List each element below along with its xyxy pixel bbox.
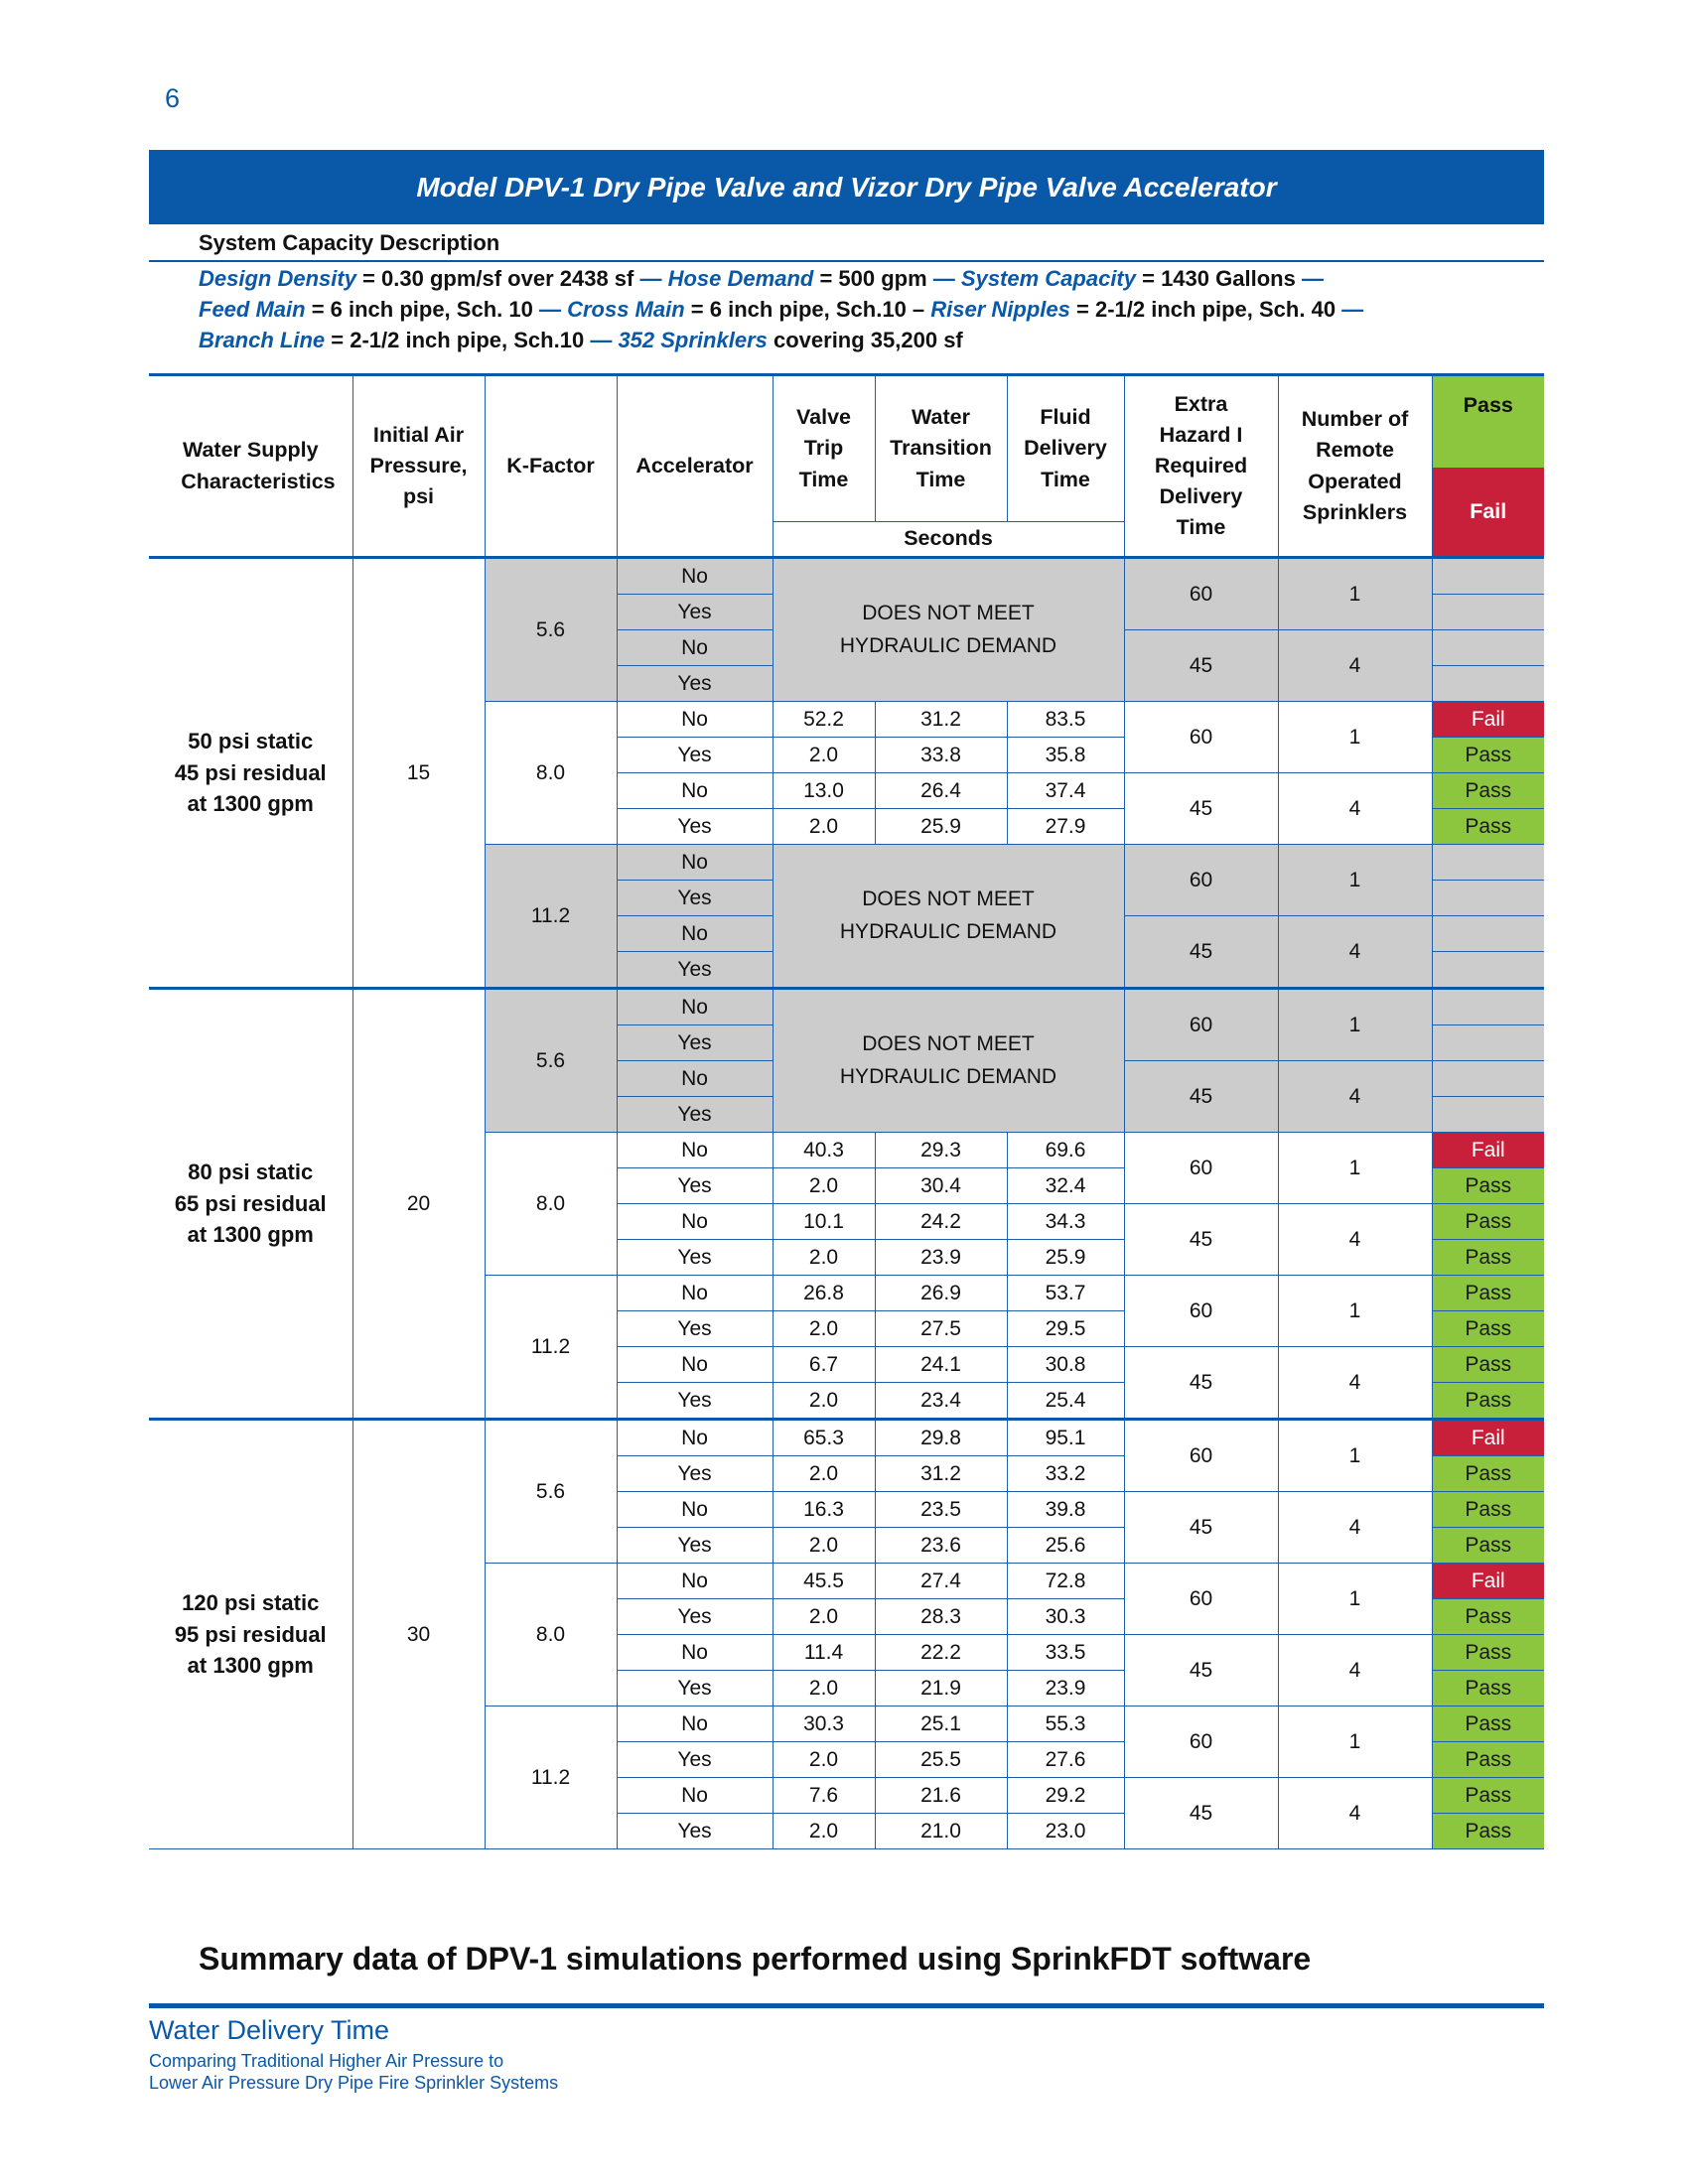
required-delivery-cell: 45 [1124,916,1278,989]
fluid-delivery-cell: 34.3 [1007,1204,1124,1240]
result-cell [1432,1025,1544,1061]
accelerator-cell: No [617,1061,773,1097]
does-not-meet-cell [773,558,1124,702]
accelerator-cell: Yes [617,1456,773,1492]
fluid-delivery-cell: 53.7 [1007,1276,1124,1311]
required-delivery-cell: 45 [1124,1347,1278,1420]
required-delivery-cell: 45 [1124,1635,1278,1706]
fluid-delivery-cell: 25.4 [1007,1383,1124,1420]
description-key: Design Density [199,266,356,291]
water-transition-cell: 26.9 [875,1276,1007,1311]
header-fluid-delivery: Fluid Delivery Time [1007,375,1124,522]
accelerator-cell: No [617,1706,773,1742]
fluid-delivery-cell: 95.1 [1007,1420,1124,1456]
accelerator-cell: Yes [617,1814,773,1849]
required-delivery-cell: 60 [1124,1564,1278,1635]
description-separator: — [538,297,568,322]
valve-trip-cell: 10.1 [773,1204,875,1240]
fluid-delivery-cell: 29.5 [1007,1311,1124,1347]
accelerator-cell: No [617,1347,773,1383]
remote-sprinklers-cell: 1 [1278,1564,1432,1635]
summary-caption: Summary data of DPV-1 simulations performed using SprinkFDT software [199,1941,1312,1977]
water-supply-cell [149,558,352,989]
valve-trip-cell: 30.3 [773,1706,875,1742]
water-transition-cell: 25.5 [875,1742,1007,1778]
description-separator: — [590,328,619,352]
required-delivery-cell: 45 [1124,1778,1278,1849]
accelerator-cell: No [617,1133,773,1168]
valve-trip-cell: 7.6 [773,1778,875,1814]
result-cell [1432,558,1544,595]
water-transition-cell: 25.1 [875,1706,1007,1742]
accelerator-cell: Yes [617,1168,773,1204]
water-transition-cell: 23.6 [875,1528,1007,1564]
water-transition-cell: 30.4 [875,1168,1007,1204]
k-factor-cell: 5.6 [485,1420,617,1564]
water-transition-cell: 29.3 [875,1133,1007,1168]
water-supply-cell [149,989,352,1420]
required-delivery-cell: 60 [1124,845,1278,916]
result-cell: Pass [1432,738,1544,773]
water-supply-line: at 1300 gpm [187,1653,314,1679]
fluid-delivery-cell: 27.9 [1007,809,1124,845]
result-cell [1432,630,1544,666]
result-cell: Pass [1432,809,1544,845]
description-key: Cross Main [567,297,685,322]
valve-trip-cell: 13.0 [773,773,875,809]
accelerator-cell: No [617,916,773,952]
result-cell: Pass [1432,1492,1544,1528]
valve-trip-cell: 52.2 [773,702,875,738]
description-key: Hose Demand [667,266,814,291]
required-delivery-cell: 45 [1124,773,1278,845]
description-line [199,328,963,353]
remote-sprinklers-cell: 4 [1278,1347,1432,1420]
accelerator-cell: No [617,558,773,595]
description-separator: — [1301,266,1324,291]
valve-trip-cell: 2.0 [773,1528,875,1564]
description-key: 352 Sprinklers [618,328,768,352]
results-table [149,373,1544,1849]
result-cell [1432,952,1544,989]
result-cell [1432,989,1544,1025]
result-cell: Fail [1432,702,1544,738]
result-cell [1432,1097,1544,1133]
water-transition-cell: 27.5 [875,1311,1007,1347]
k-factor-cell: 11.2 [485,1276,617,1420]
valve-trip-cell: 2.0 [773,1383,875,1420]
description-separator: — [932,266,961,291]
page-number: 6 [165,83,181,113]
accelerator-cell: Yes [617,1671,773,1706]
result-cell: Pass [1432,1742,1544,1778]
accelerator-cell: No [617,1635,773,1671]
does-not-meet-cell [773,989,1124,1133]
accelerator-cell: Yes [617,1742,773,1778]
accelerator-cell: No [617,1276,773,1311]
result-cell [1432,595,1544,630]
valve-trip-cell: 2.0 [773,738,875,773]
k-factor-cell: 8.0 [485,1564,617,1706]
table-row [149,989,1544,1025]
remote-sprinklers-cell: 4 [1278,916,1432,989]
footer-divider [149,2003,1544,2008]
valve-trip-cell: 2.0 [773,1456,875,1492]
valve-trip-cell: 11.4 [773,1635,875,1671]
fluid-delivery-cell: 69.6 [1007,1133,1124,1168]
fluid-delivery-cell: 83.5 [1007,702,1124,738]
result-cell [1432,916,1544,952]
water-transition-cell: 29.8 [875,1420,1007,1456]
k-factor-cell: 8.0 [485,702,617,845]
fluid-delivery-cell: 37.4 [1007,773,1124,809]
valve-trip-cell: 26.8 [773,1276,875,1311]
k-factor-cell: 5.6 [485,989,617,1133]
remote-sprinklers-cell: 4 [1278,1204,1432,1276]
accelerator-cell: Yes [617,1240,773,1276]
accelerator-cell: Yes [617,952,773,989]
description-line [199,266,1324,292]
accelerator-cell: No [617,1778,773,1814]
table-row [149,558,1544,595]
remote-sprinklers-cell: 4 [1278,1778,1432,1849]
header-extra-hazard: Extra Hazard I Required Delivery Time [1124,375,1278,558]
valve-trip-cell: 65.3 [773,1420,875,1456]
valve-trip-cell: 2.0 [773,1168,875,1204]
header-water-transition: Water Transition Time [875,375,1007,522]
description-key: Riser Nipples [930,297,1070,322]
remote-sprinklers-cell: 1 [1278,1420,1432,1492]
accelerator-cell: Yes [617,809,773,845]
description-separator: — [1341,297,1364,322]
fluid-delivery-cell: 27.6 [1007,1742,1124,1778]
accelerator-cell: Yes [617,1025,773,1061]
water-supply-line: 120 psi static [182,1589,320,1615]
water-transition-cell: 23.9 [875,1240,1007,1276]
result-cell: Pass [1432,1528,1544,1564]
water-transition-cell: 23.5 [875,1492,1007,1528]
does-not-meet-cell [773,845,1124,989]
remote-sprinklers-cell: 4 [1278,1061,1432,1133]
valve-trip-cell: 16.3 [773,1492,875,1528]
result-cell: Pass [1432,1635,1544,1671]
water-transition-cell: 31.2 [875,702,1007,738]
does-not-meet-line: DOES NOT MEET [862,1031,1035,1055]
water-supply-line: 45 psi residual [174,759,327,785]
accelerator-cell: Yes [617,666,773,702]
water-supply-line: 95 psi residual [174,1621,327,1647]
accelerator-cell: No [617,773,773,809]
accelerator-cell: No [617,630,773,666]
result-cell: Pass [1432,1347,1544,1383]
water-transition-cell: 27.4 [875,1564,1007,1599]
description-separator: — [639,266,668,291]
description-key: Branch Line [199,328,326,352]
description-value: = 2-1/2 inch pipe, Sch.10 [325,328,591,352]
result-cell: Fail [1432,1420,1544,1456]
valve-trip-cell: 40.3 [773,1133,875,1168]
required-delivery-cell: 60 [1124,989,1278,1061]
description-line [199,297,1363,323]
water-supply-line: 50 psi static [188,728,314,753]
water-transition-cell: 26.4 [875,773,1007,809]
water-transition-cell: 21.6 [875,1778,1007,1814]
result-cell: Pass [1432,1671,1544,1706]
accelerator-cell: Yes [617,881,773,916]
accelerator-cell: Yes [617,1097,773,1133]
remote-sprinklers-cell: 1 [1278,845,1432,916]
fluid-delivery-cell: 33.5 [1007,1635,1124,1671]
k-factor-cell: 5.6 [485,558,617,702]
result-cell: Pass [1432,1383,1544,1420]
water-transition-cell: 24.2 [875,1204,1007,1240]
result-cell: Pass [1432,1814,1544,1849]
header-remote-sprinklers: Number of Remote Operated Sprinklers [1278,375,1432,558]
fluid-delivery-cell: 72.8 [1007,1564,1124,1599]
required-delivery-cell: 60 [1124,1133,1278,1204]
k-factor-cell: 11.2 [485,845,617,989]
remote-sprinklers-cell: 1 [1278,989,1432,1061]
does-not-meet-line: HYDRAULIC DEMAND [839,1064,1057,1088]
remote-sprinklers-cell: 1 [1278,1276,1432,1347]
water-transition-cell: 28.3 [875,1599,1007,1635]
header-initial-air: Initial Air Pressure, psi [352,375,485,558]
header-valve-trip: Valve Trip Time [773,375,875,522]
fluid-delivery-cell: 23.0 [1007,1814,1124,1849]
water-supply-cell [149,1420,352,1849]
header-k-factor: K-Factor [485,375,617,558]
result-cell: Pass [1432,1778,1544,1814]
header-fail: Fail [1432,469,1544,558]
description-key: Feed Main [199,297,306,322]
divider [149,260,1544,262]
description-value: covering 35,200 sf [767,328,963,352]
accelerator-cell: No [617,702,773,738]
does-not-meet-line: DOES NOT MEET [862,601,1035,624]
description-value: = 2-1/2 inch pipe, Sch. 40 [1069,297,1342,322]
remote-sprinklers-cell: 4 [1278,1635,1432,1706]
fluid-delivery-cell: 25.6 [1007,1528,1124,1564]
accelerator-cell: No [617,989,773,1025]
accelerator-cell: Yes [617,1528,773,1564]
water-supply-line: 80 psi static [188,1159,314,1184]
accelerator-cell: Yes [617,595,773,630]
valve-trip-cell: 2.0 [773,1599,875,1635]
does-not-meet-line: DOES NOT MEET [862,887,1035,910]
header-accelerator: Accelerator [617,375,773,558]
water-transition-cell: 33.8 [875,738,1007,773]
water-transition-cell: 21.9 [875,1671,1007,1706]
accelerator-cell: Yes [617,1383,773,1420]
fluid-delivery-cell: 33.2 [1007,1456,1124,1492]
required-delivery-cell: 45 [1124,1204,1278,1276]
result-cell: Fail [1432,1564,1544,1599]
required-delivery-cell: 45 [1124,630,1278,702]
result-cell: Pass [1432,1240,1544,1276]
fluid-delivery-cell: 35.8 [1007,738,1124,773]
water-transition-cell: 22.2 [875,1635,1007,1671]
water-transition-cell: 25.9 [875,809,1007,845]
water-transition-cell: 21.0 [875,1814,1007,1849]
description-value: = 6 inch pipe, Sch. 10 [305,297,539,322]
does-not-meet-line: HYDRAULIC DEMAND [839,633,1057,657]
result-cell [1432,881,1544,916]
water-supply-line: at 1300 gpm [187,791,314,817]
result-cell [1432,845,1544,881]
table-row [149,1420,1544,1456]
accelerator-cell: Yes [617,738,773,773]
result-cell: Pass [1432,773,1544,809]
table-title-banner: Model DPV-1 Dry Pipe Valve and Vizor Dry Pipe Valve Accelerator [149,150,1544,224]
water-transition-cell: 24.1 [875,1347,1007,1383]
water-transition-cell: 31.2 [875,1456,1007,1492]
description-value: = 1430 Gallons [1136,266,1302,291]
result-cell: Pass [1432,1456,1544,1492]
footer-subtitle-line-2: Lower Air Pressure Dry Pipe Fire Sprinkler Systems [149,2073,559,2093]
initial-air-pressure-cell: 20 [352,989,485,1420]
fluid-delivery-cell: 30.3 [1007,1599,1124,1635]
valve-trip-cell: 2.0 [773,1240,875,1276]
valve-trip-cell: 2.0 [773,1814,875,1849]
description-key: System Capacity [960,266,1136,291]
initial-air-pressure-cell: 15 [352,558,485,989]
water-transition-cell: 23.4 [875,1383,1007,1420]
description-value: = 6 inch pipe, Sch.10 [684,297,913,322]
valve-trip-cell: 45.5 [773,1564,875,1599]
footer-title: Water Delivery Time [149,2015,390,2045]
fluid-delivery-cell: 32.4 [1007,1168,1124,1204]
fluid-delivery-cell: 25.9 [1007,1240,1124,1276]
fluid-delivery-cell: 39.8 [1007,1492,1124,1528]
valve-trip-cell: 2.0 [773,1671,875,1706]
k-factor-cell: 11.2 [485,1706,617,1849]
remote-sprinklers-cell: 4 [1278,773,1432,845]
valve-trip-cell: 2.0 [773,1742,875,1778]
accelerator-cell: Yes [617,1311,773,1347]
result-cell [1432,1061,1544,1097]
result-cell: Pass [1432,1311,1544,1347]
required-delivery-cell: 45 [1124,1061,1278,1133]
accelerator-cell: No [617,1420,773,1456]
remote-sprinklers-cell: 4 [1278,1492,1432,1564]
remote-sprinklers-cell: 1 [1278,702,1432,773]
fluid-delivery-cell: 30.8 [1007,1347,1124,1383]
water-supply-line: at 1300 gpm [187,1222,314,1248]
description-value: – [912,297,931,322]
k-factor-cell: 8.0 [485,1133,617,1276]
required-delivery-cell: 60 [1124,702,1278,773]
valve-trip-cell: 2.0 [773,809,875,845]
result-cell [1432,666,1544,702]
accelerator-cell: No [617,1204,773,1240]
fluid-delivery-cell: 55.3 [1007,1706,1124,1742]
accelerator-cell: No [617,845,773,881]
remote-sprinklers-cell: 4 [1278,630,1432,702]
description-value: = 500 gpm [813,266,933,291]
footer-subtitle-line-1: Comparing Traditional Higher Air Pressure to [149,2051,504,2071]
system-capacity-heading: System Capacity Description [199,230,500,255]
required-delivery-cell: 60 [1124,1276,1278,1347]
required-delivery-cell: 45 [1124,1492,1278,1564]
does-not-meet-line: HYDRAULIC DEMAND [839,919,1057,943]
remote-sprinklers-cell: 1 [1278,558,1432,630]
water-supply-line: 65 psi residual [174,1190,327,1216]
accelerator-cell: No [617,1564,773,1599]
result-cell: Pass [1432,1599,1544,1635]
fluid-delivery-cell: 23.9 [1007,1671,1124,1706]
required-delivery-cell: 60 [1124,558,1278,630]
description-value: = 0.30 gpm/sf over 2438 sf [355,266,640,291]
header-pass: Pass [1432,375,1544,469]
remote-sprinklers-cell: 1 [1278,1706,1432,1778]
result-cell: Fail [1432,1133,1544,1168]
valve-trip-cell: 2.0 [773,1311,875,1347]
valve-trip-cell: 6.7 [773,1347,875,1383]
header-seconds: Seconds [773,522,1124,558]
fluid-delivery-cell: 29.2 [1007,1778,1124,1814]
result-cell: Pass [1432,1168,1544,1204]
result-cell: Pass [1432,1204,1544,1240]
required-delivery-cell: 60 [1124,1706,1278,1778]
header-water-supply: Water Supply Characteristics [149,375,352,558]
required-delivery-cell: 60 [1124,1420,1278,1492]
result-cell: Pass [1432,1706,1544,1742]
remote-sprinklers-cell: 1 [1278,1133,1432,1204]
result-cell: Pass [1432,1276,1544,1311]
accelerator-cell: Yes [617,1599,773,1635]
initial-air-pressure-cell: 30 [352,1420,485,1849]
accelerator-cell: No [617,1492,773,1528]
